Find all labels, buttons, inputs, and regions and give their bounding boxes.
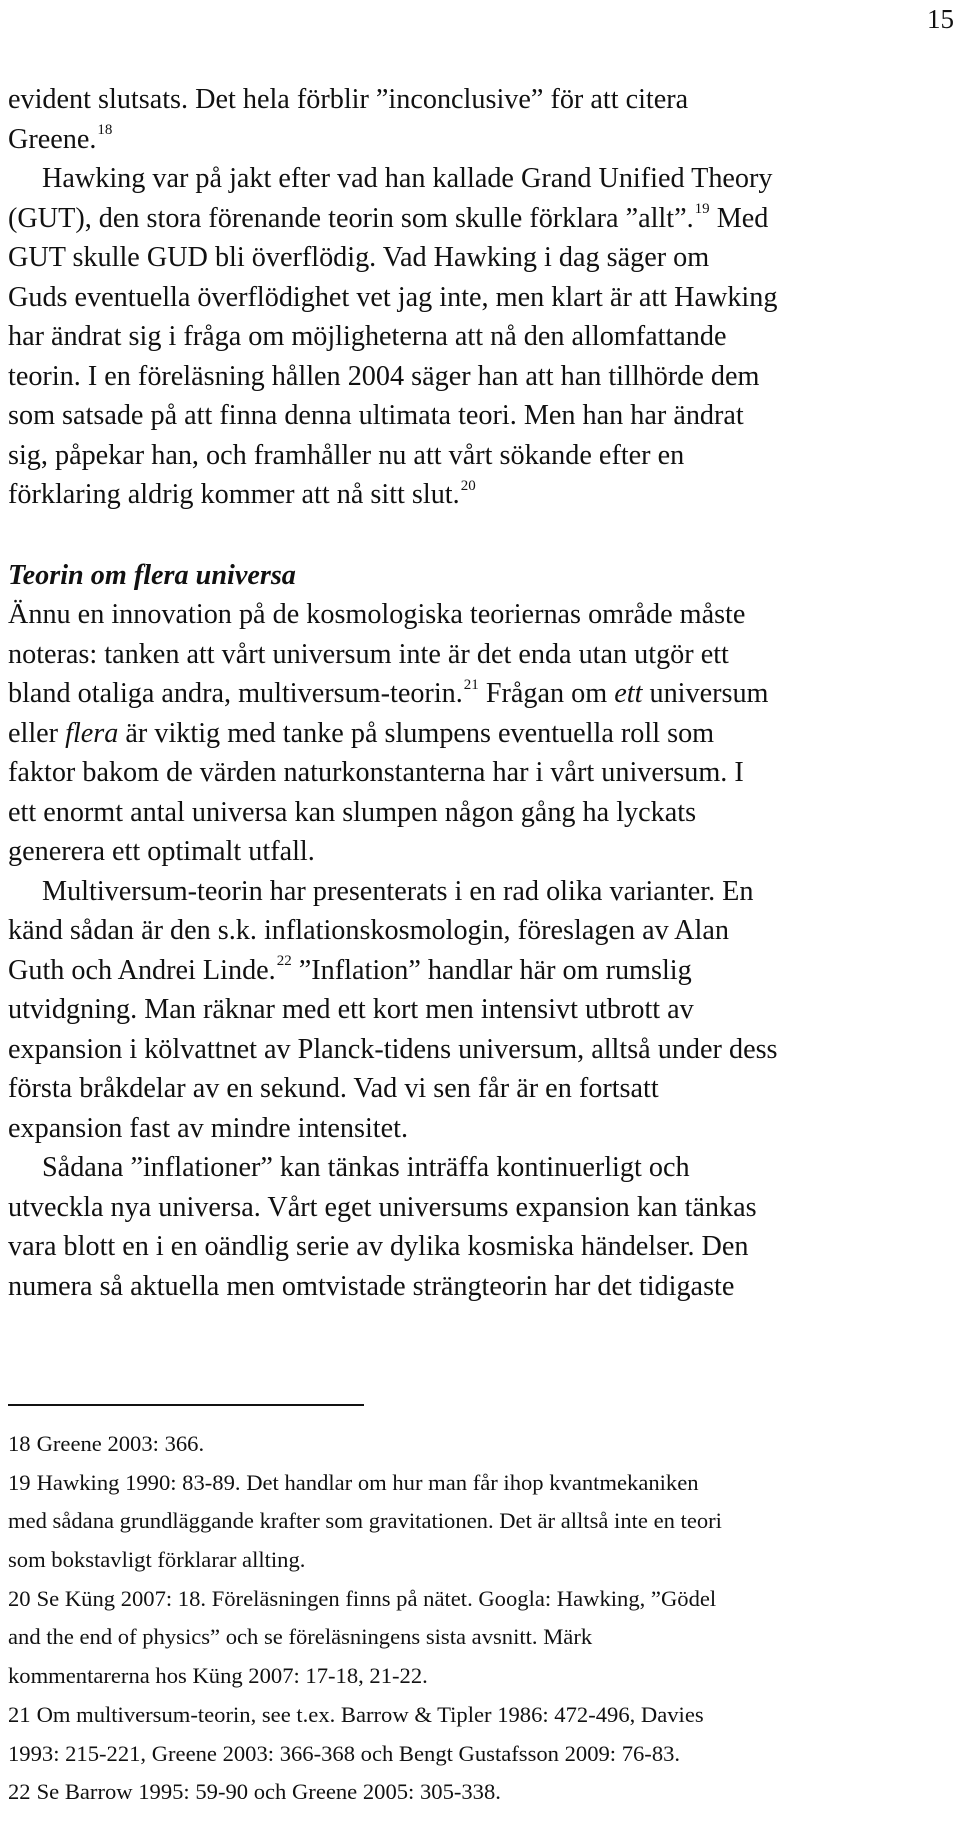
text-line xyxy=(8,1109,956,1149)
footnote-line xyxy=(8,1618,956,1657)
line-text: Med xyxy=(709,202,769,234)
text-line xyxy=(8,475,956,515)
footnote-text: som bokstavligt förklarar allting. xyxy=(8,1547,306,1573)
footnote-text: 1993: 215-221, Greene 2003: 366-368 och Bengt Gustafsson 2009: 76-83. xyxy=(8,1740,681,1766)
line-text: expansion fast av mindre intensitet. xyxy=(8,1112,409,1144)
footnote-line xyxy=(8,1502,956,1541)
line-text: utveckla nya universa. Vårt eget universums expansion kan tänkas xyxy=(8,1191,757,1223)
footnote-reference: 20 xyxy=(460,477,476,494)
text-line xyxy=(8,635,956,675)
footnote-number: 19 xyxy=(8,1469,31,1495)
page-number: 15 xyxy=(927,4,954,34)
line-text: Guth och Andrei Linde. xyxy=(8,954,276,986)
line-text: Multiversum-teorin har presenterats i en rad olika varianter. En xyxy=(42,875,754,907)
text-line xyxy=(8,357,956,397)
text-line xyxy=(8,990,956,1030)
footnote-text: Se Küng 2007: 18. Föreläsningen finns på nätet. Googla: Hawking, ”Gödel xyxy=(36,1585,717,1611)
line-text: Greene. xyxy=(8,123,97,155)
text-line xyxy=(8,674,956,714)
line-text: generera ett optimalt utfall. xyxy=(8,836,315,867)
section-heading: Teorin om flera universa xyxy=(8,559,296,591)
footnote-text: kommentarerna hos Küng 2007: 17-18, 21-22. xyxy=(8,1663,428,1689)
text-line xyxy=(8,1030,956,1070)
footnote-number: 22 xyxy=(8,1779,31,1805)
text-line xyxy=(8,753,956,793)
line-text: Sådana ”inflationer” kan tänkas inträffa kontinuerligt och xyxy=(42,1152,690,1183)
text-line xyxy=(8,1069,956,1109)
text-line xyxy=(8,1227,956,1267)
footnote-line xyxy=(8,1773,956,1812)
line-text: universum xyxy=(642,678,769,709)
line-text: utvidgning. Man räknar med ett kort men intensivt utbrott av xyxy=(8,994,694,1025)
section-multiverse xyxy=(8,595,956,1306)
line-text: expansion i kölvattnet av Planck-tidens universum, alltså under dess xyxy=(8,1033,778,1065)
footnote-reference: 21 xyxy=(463,676,479,693)
text-line xyxy=(8,872,956,912)
line-text: ”Inflation” handlar här om rumslig xyxy=(291,954,692,986)
text-line xyxy=(8,832,956,872)
footnotes xyxy=(8,1425,956,1812)
footnote-text: Greene 2003: 366. xyxy=(36,1431,205,1456)
line-text: evident slutsats. Det hela förblir ”inconclusive” för att citera xyxy=(8,84,689,115)
text-line xyxy=(8,317,956,357)
line-text: bland otaliga andra, multiversum-teorin. xyxy=(8,678,463,709)
line-text: numera så aktuella men omtvistade strängteorin har det tidigaste xyxy=(8,1270,735,1302)
line-text: faktor bakom de värden naturkonstanterna har i vårt universum. I xyxy=(8,757,744,788)
line-text: är viktig med tanke på slumpens eventuella roll som xyxy=(118,717,715,749)
line-text: som satsade på att finna denna ultimata teori. Men han har ändrat xyxy=(8,400,744,431)
text-line xyxy=(8,793,956,833)
footnote-line xyxy=(8,1425,956,1464)
text-line xyxy=(8,238,956,278)
emphasized-word: ett xyxy=(614,678,643,709)
line-text: ett enormt antal universa kan slumpen någon gång ha lyckats xyxy=(8,796,697,828)
line-text: eller xyxy=(8,717,66,749)
text-line xyxy=(8,199,956,239)
footnote-line xyxy=(8,1696,956,1735)
text-line xyxy=(8,159,956,199)
footnote-line xyxy=(8,1735,956,1774)
footnote-text: and the end of physics” och se föreläsningens sista avsnitt. Märk xyxy=(8,1624,593,1650)
footnote-line xyxy=(8,1580,956,1619)
text-line xyxy=(8,80,956,120)
line-text: Guds eventuella överflödighet vet jag inte, men klart är att Hawking xyxy=(8,281,778,313)
footnote-line xyxy=(8,1541,956,1580)
footnote-line xyxy=(8,1657,956,1696)
text-line xyxy=(8,1267,956,1307)
text-line xyxy=(8,911,956,951)
footnote-number: 21 xyxy=(8,1701,31,1727)
text-line xyxy=(8,595,956,635)
line-text: sig, påpekar han, och framhåller nu att vårt sökande efter en xyxy=(8,439,685,471)
footnote-reference: 18 xyxy=(97,122,113,139)
line-text: GUT skulle GUD bli överflödig. Vad Hawking i dag säger om xyxy=(8,242,710,273)
text-line xyxy=(8,1148,956,1188)
footnote-reference: 19 xyxy=(694,201,710,218)
emphasized-word: flera xyxy=(65,717,119,749)
paragraph-gap xyxy=(8,515,956,556)
footnote-text: Om multiversum-teorin, see t.ex. Barrow & Tipler 1986: 472-496, Davies xyxy=(36,1701,704,1727)
text-line xyxy=(8,436,956,476)
footnote-line xyxy=(8,1464,956,1503)
text-line xyxy=(8,278,956,318)
footnote-text: Hawking 1990: 83-89. Det handlar om hur man får ihop kvantmekaniken xyxy=(36,1469,699,1495)
footnote-number: 20 xyxy=(8,1585,31,1611)
line-text: Frågan om xyxy=(478,678,615,709)
line-text: vara blott en i en oändlig serie av dylika kosmiska händelser. Den xyxy=(8,1231,749,1262)
line-text: teorin. I en föreläsning hållen 2004 säger han att han tillhörde dem xyxy=(8,360,760,392)
line-text: har ändrat sig i fråga om möjligheterna att nå den allomfattande xyxy=(8,321,727,352)
text-line xyxy=(8,396,956,436)
footnote-reference: 22 xyxy=(276,953,292,970)
section-intro xyxy=(8,80,956,515)
text-line xyxy=(8,120,956,160)
text-line xyxy=(8,714,956,754)
line-text: förklaring aldrig kommer att nå sitt slut. xyxy=(8,479,460,510)
line-text: Hawking var på jakt efter vad han kallade Grand Unified Theory xyxy=(42,163,773,194)
line-text: första bråkdelar av en sekund. Vad vi sen får är en fortsatt xyxy=(8,1073,659,1104)
line-text: noteras: tanken att vårt universum inte är det enda utan utgör ett xyxy=(8,638,729,670)
text-line xyxy=(8,1188,956,1228)
footnote-text: med sådana grundläggande krafter som gravitationen. Det är alltså inte en teori xyxy=(8,1508,722,1534)
line-text: (GUT), den stora förenande teorin som skulle förklara ”allt”. xyxy=(8,202,694,234)
line-text: känd sådan är den s.k. inflationskosmologin, föreslagen av Alan xyxy=(8,915,729,946)
footnote-text: Se Barrow 1995: 59-90 och Greene 2005: 305-338. xyxy=(36,1779,501,1805)
footnote-number: 18 xyxy=(8,1431,31,1456)
line-text: Ännu en innovation på de kosmologiska teoriernas område måste xyxy=(8,599,746,630)
text-line xyxy=(8,951,956,991)
footnote-rule xyxy=(8,1404,364,1406)
body-text xyxy=(8,80,956,1306)
